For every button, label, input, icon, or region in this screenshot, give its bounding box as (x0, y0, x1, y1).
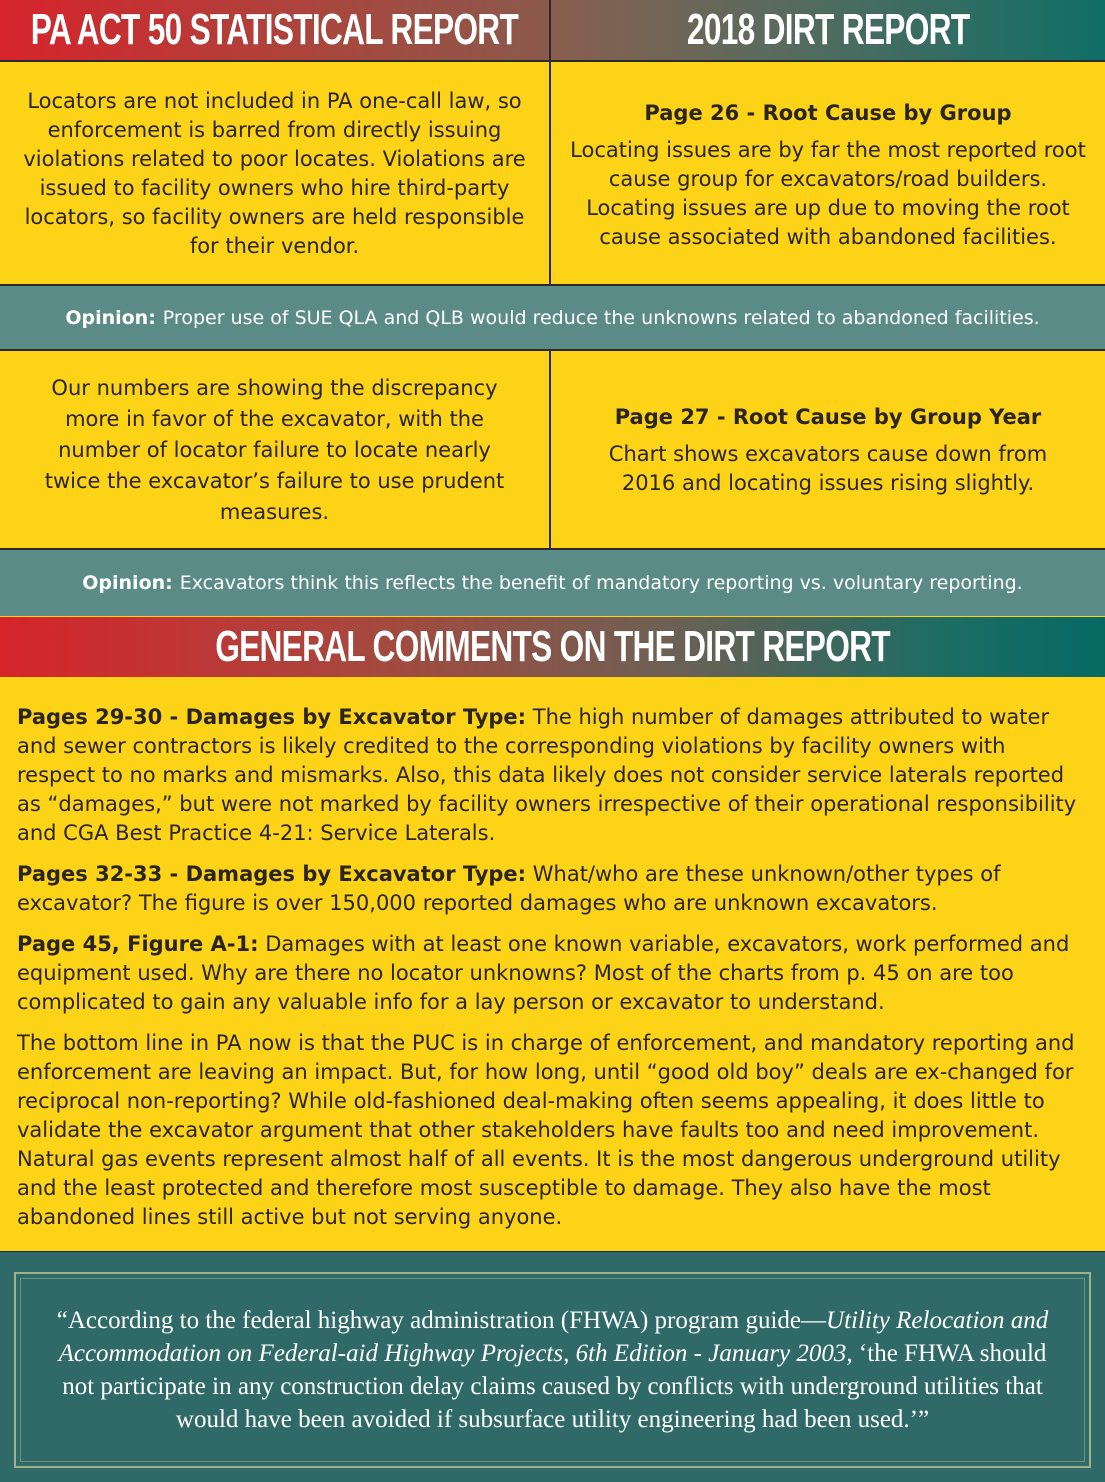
quote-section (0, 1252, 1105, 1482)
opinion-label: Opinion: (82, 572, 173, 594)
row2-right-text: Chart shows excavators cause down from 2016 and locating issues rising slightly. (608, 441, 1048, 495)
comment-label: Page 45, Figure A-1: (17, 932, 259, 956)
comment-label: Pages 32-33 - Damages by Excavator Type: (17, 862, 527, 886)
row1-right-title: Page 26 - Root Cause by Group (644, 101, 1012, 125)
comment-paragraph (17, 703, 1085, 848)
row1-right-text: Locating issues are by far the most reported root cause group for excavators/road builders. Locating issues are up due to moving the root cause associated with abandoned facilities. (570, 138, 1086, 249)
row2-left-cell (0, 351, 549, 549)
row2-right-title: Page 27 - Root Cause by Group Year (614, 404, 1042, 429)
general-comments-body (0, 677, 1105, 1252)
quote-frame (14, 1272, 1091, 1468)
comment-text: The high number of damages attributed to water and sewer contractors is likely credited to the corresponding violations by facility owners with respect to no marks and mismarks. Also, this data likely does not consider service laterals reported as “damages,” but were not marked by facility owners irrespective of their operational responsibility and CGA Best Practice 4-21: Service Laterals. (17, 705, 1077, 845)
opinion-label: Opinion: (65, 306, 156, 329)
header-dirt-title: 2018 DIRT REPORT (686, 5, 970, 54)
row1-right-cell (551, 62, 1105, 285)
comment-text: What/who are these unknown/other types of excavator? The figure is over 150,000 reported damages who are unknown excavators. (17, 862, 1001, 915)
row2-right-cell (551, 351, 1105, 549)
header-act50 (0, 0, 549, 60)
opinion-text: Proper use of SUE QLA and QLB would reduce the unknowns related to abandoned facilities. (162, 306, 1040, 329)
comment-paragraph (17, 930, 1085, 1017)
comment-label: Pages 29-30 - Damages by Excavator Type: (17, 705, 527, 729)
header-dirt (551, 0, 1105, 60)
general-comments-title: GENERAL COMMENTS ON THE DIRT REPORT (215, 622, 890, 671)
opinion-band-2 (0, 550, 1105, 616)
row2-left-text: Our numbers are showing the discrepancy more in favor of the excavator, with the number of locator failure to locate nearly twice the excavator’s failure to use prudent measures. (44, 375, 505, 524)
pull-quote (43, 1304, 1063, 1436)
row1-left-cell (0, 62, 549, 285)
comment-paragraph (17, 860, 1085, 918)
general-comments-header (0, 617, 1105, 677)
quote-intro: “According to the federal highway administration (FHWA) program guide— (56, 1307, 827, 1334)
comment-text: Damages with at least one known variable, excavators, work performed and equipment used. Why are there no locator unknowns? Most of the charts from p. 45 on are too complicated to gain any valuable info for a lay person or excavator to understand. (17, 932, 1070, 1014)
quote-publication-title: Utility Relocation and Accommodation on Federal-aid Highway Projects, 6th Edition - January 2003, (58, 1307, 1049, 1367)
opinion-text: Excavators think this reflects the benefit of mandatory reporting vs. voluntary reporting. (179, 572, 1023, 594)
header-act50-title: PA ACT 50 STATISTICAL REPORT (30, 5, 519, 54)
row1-left-text: Locators are not included in PA one-call law, so enforcement is barred from directly issuing violations related to poor locates. Violations are issued to facility owners who hire third-party locators, so facility owners are held responsible for their vendor. (23, 88, 526, 258)
closing-paragraph: The bottom line in PA now is that the PUC is in charge of enforcement, and mandatory reporting and enforcement are leaving an impact. But, for how long, until “good old boy” deals are ex-changed for reciprocal non-reporting? While old-fashioned deal-making often seems appealing, it does little to validate the excavator argument that other stakeholders have faults too and need improvement. Natural gas events represent almost half of all events. It is the most dangerous underground utility and the least protected and therefore most susceptible to damage. They also have the most abandoned lines still active but not serving anyone. (17, 1031, 1075, 1229)
opinion-band-1 (0, 286, 1105, 349)
quote-rest: ‘the FHWA should not participate in any construction delay claims caused by conflicts with underground utilities that would have been avoided if subsurface utility engineering had been used.’” (62, 1340, 1047, 1433)
